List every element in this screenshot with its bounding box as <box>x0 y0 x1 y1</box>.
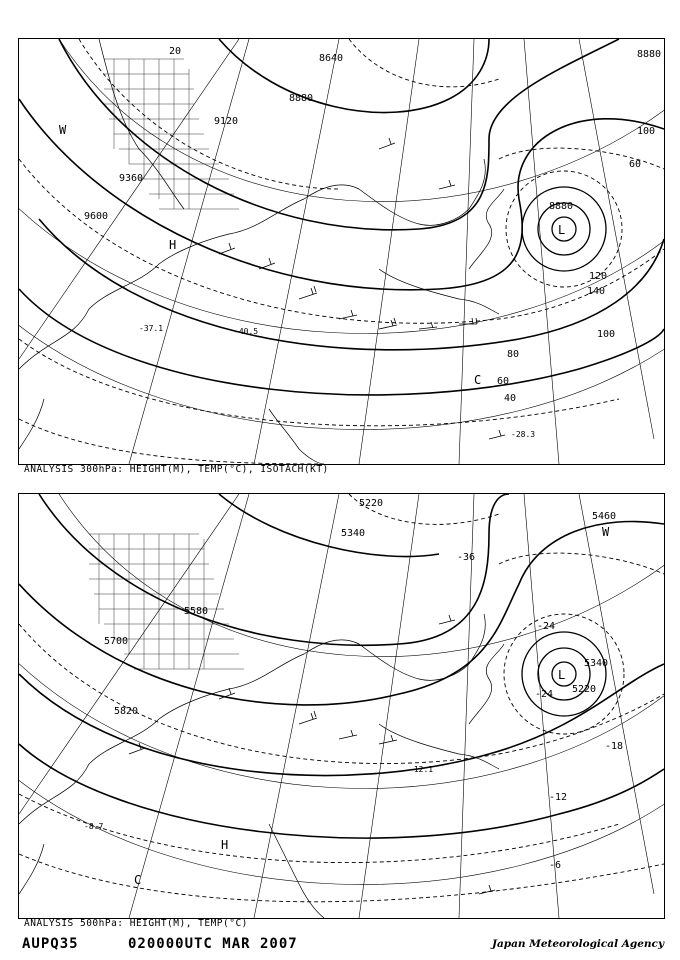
label-2: 9360 <box>119 173 144 184</box>
chart-id: AUPQ35 <box>22 936 79 952</box>
map-300hpa <box>18 38 665 465</box>
label-0: 5220 <box>359 498 384 509</box>
label-16: L <box>558 223 566 237</box>
height-contours <box>19 494 664 838</box>
label-7: 8880 <box>637 49 662 60</box>
graticule <box>19 39 664 464</box>
agency-name: Japan Meteorological Agency <box>492 938 665 950</box>
wind-barbs <box>219 138 505 439</box>
label-7: 5220 <box>572 684 597 695</box>
label-20: -28.3 <box>511 430 536 439</box>
label-9: -24 <box>537 621 556 632</box>
label-14: 60 <box>629 159 642 170</box>
label-16: H <box>221 838 229 852</box>
label-0: 20 <box>169 46 182 57</box>
label-15: 100 <box>637 126 656 137</box>
label-11: -18 <box>605 741 624 752</box>
label-5: 5820 <box>114 706 139 717</box>
label-22: -40.5 <box>234 327 259 336</box>
label-17: W <box>59 123 67 137</box>
label-13: -6 <box>549 860 562 871</box>
temperature-contours <box>19 494 664 902</box>
label-10: -24 <box>535 689 554 700</box>
label-4: 5700 <box>104 636 129 647</box>
map-500hpa <box>18 493 665 919</box>
coastline <box>19 39 504 464</box>
label-1: 5340 <box>341 528 366 539</box>
label-3: 9600 <box>84 211 109 222</box>
label-4: 8880 <box>289 93 314 104</box>
label-19: -12.1 <box>409 765 434 774</box>
label-19: C <box>474 373 482 387</box>
caption-300hpa: ANALYSIS 300hPa: HEIGHT(M), TEMP(°C), ISOTACH(KT) <box>24 464 329 475</box>
hatching <box>104 59 239 209</box>
label-21: -37.1 <box>139 324 164 333</box>
label-11: 100 <box>597 329 616 340</box>
label-18: -8.7 <box>84 822 104 831</box>
caption-500hpa: ANALYSIS 500hPa: HEIGHT(M), TEMP(°C) <box>24 918 248 929</box>
label-17: C <box>134 873 142 887</box>
hatching <box>89 534 244 669</box>
label-12: -12 <box>549 792 568 803</box>
map-300hpa-drawing <box>19 39 664 464</box>
label-2: 5460 <box>592 511 617 522</box>
label-12: 120 <box>589 271 608 282</box>
label-8: -36 <box>457 552 476 563</box>
label-5: 8640 <box>319 53 344 64</box>
label-18: H <box>169 238 177 252</box>
label-13: 140 <box>587 286 606 297</box>
label-6: 5340 <box>584 658 609 669</box>
label-3: 5580 <box>184 606 209 617</box>
label-1: 9120 <box>214 116 239 127</box>
valid-time: 020000UTC MAR 2007 <box>128 936 298 952</box>
wind-barbs <box>129 615 495 894</box>
label-6: 8880 <box>549 201 574 212</box>
label-15: W <box>602 525 610 539</box>
label-9: 60 <box>497 376 510 387</box>
label-14: L <box>558 668 566 682</box>
map-500hpa-drawing <box>19 494 664 918</box>
isotach-contours <box>19 39 664 464</box>
label-10: 80 <box>507 349 520 360</box>
label-8: 40 <box>504 393 517 404</box>
